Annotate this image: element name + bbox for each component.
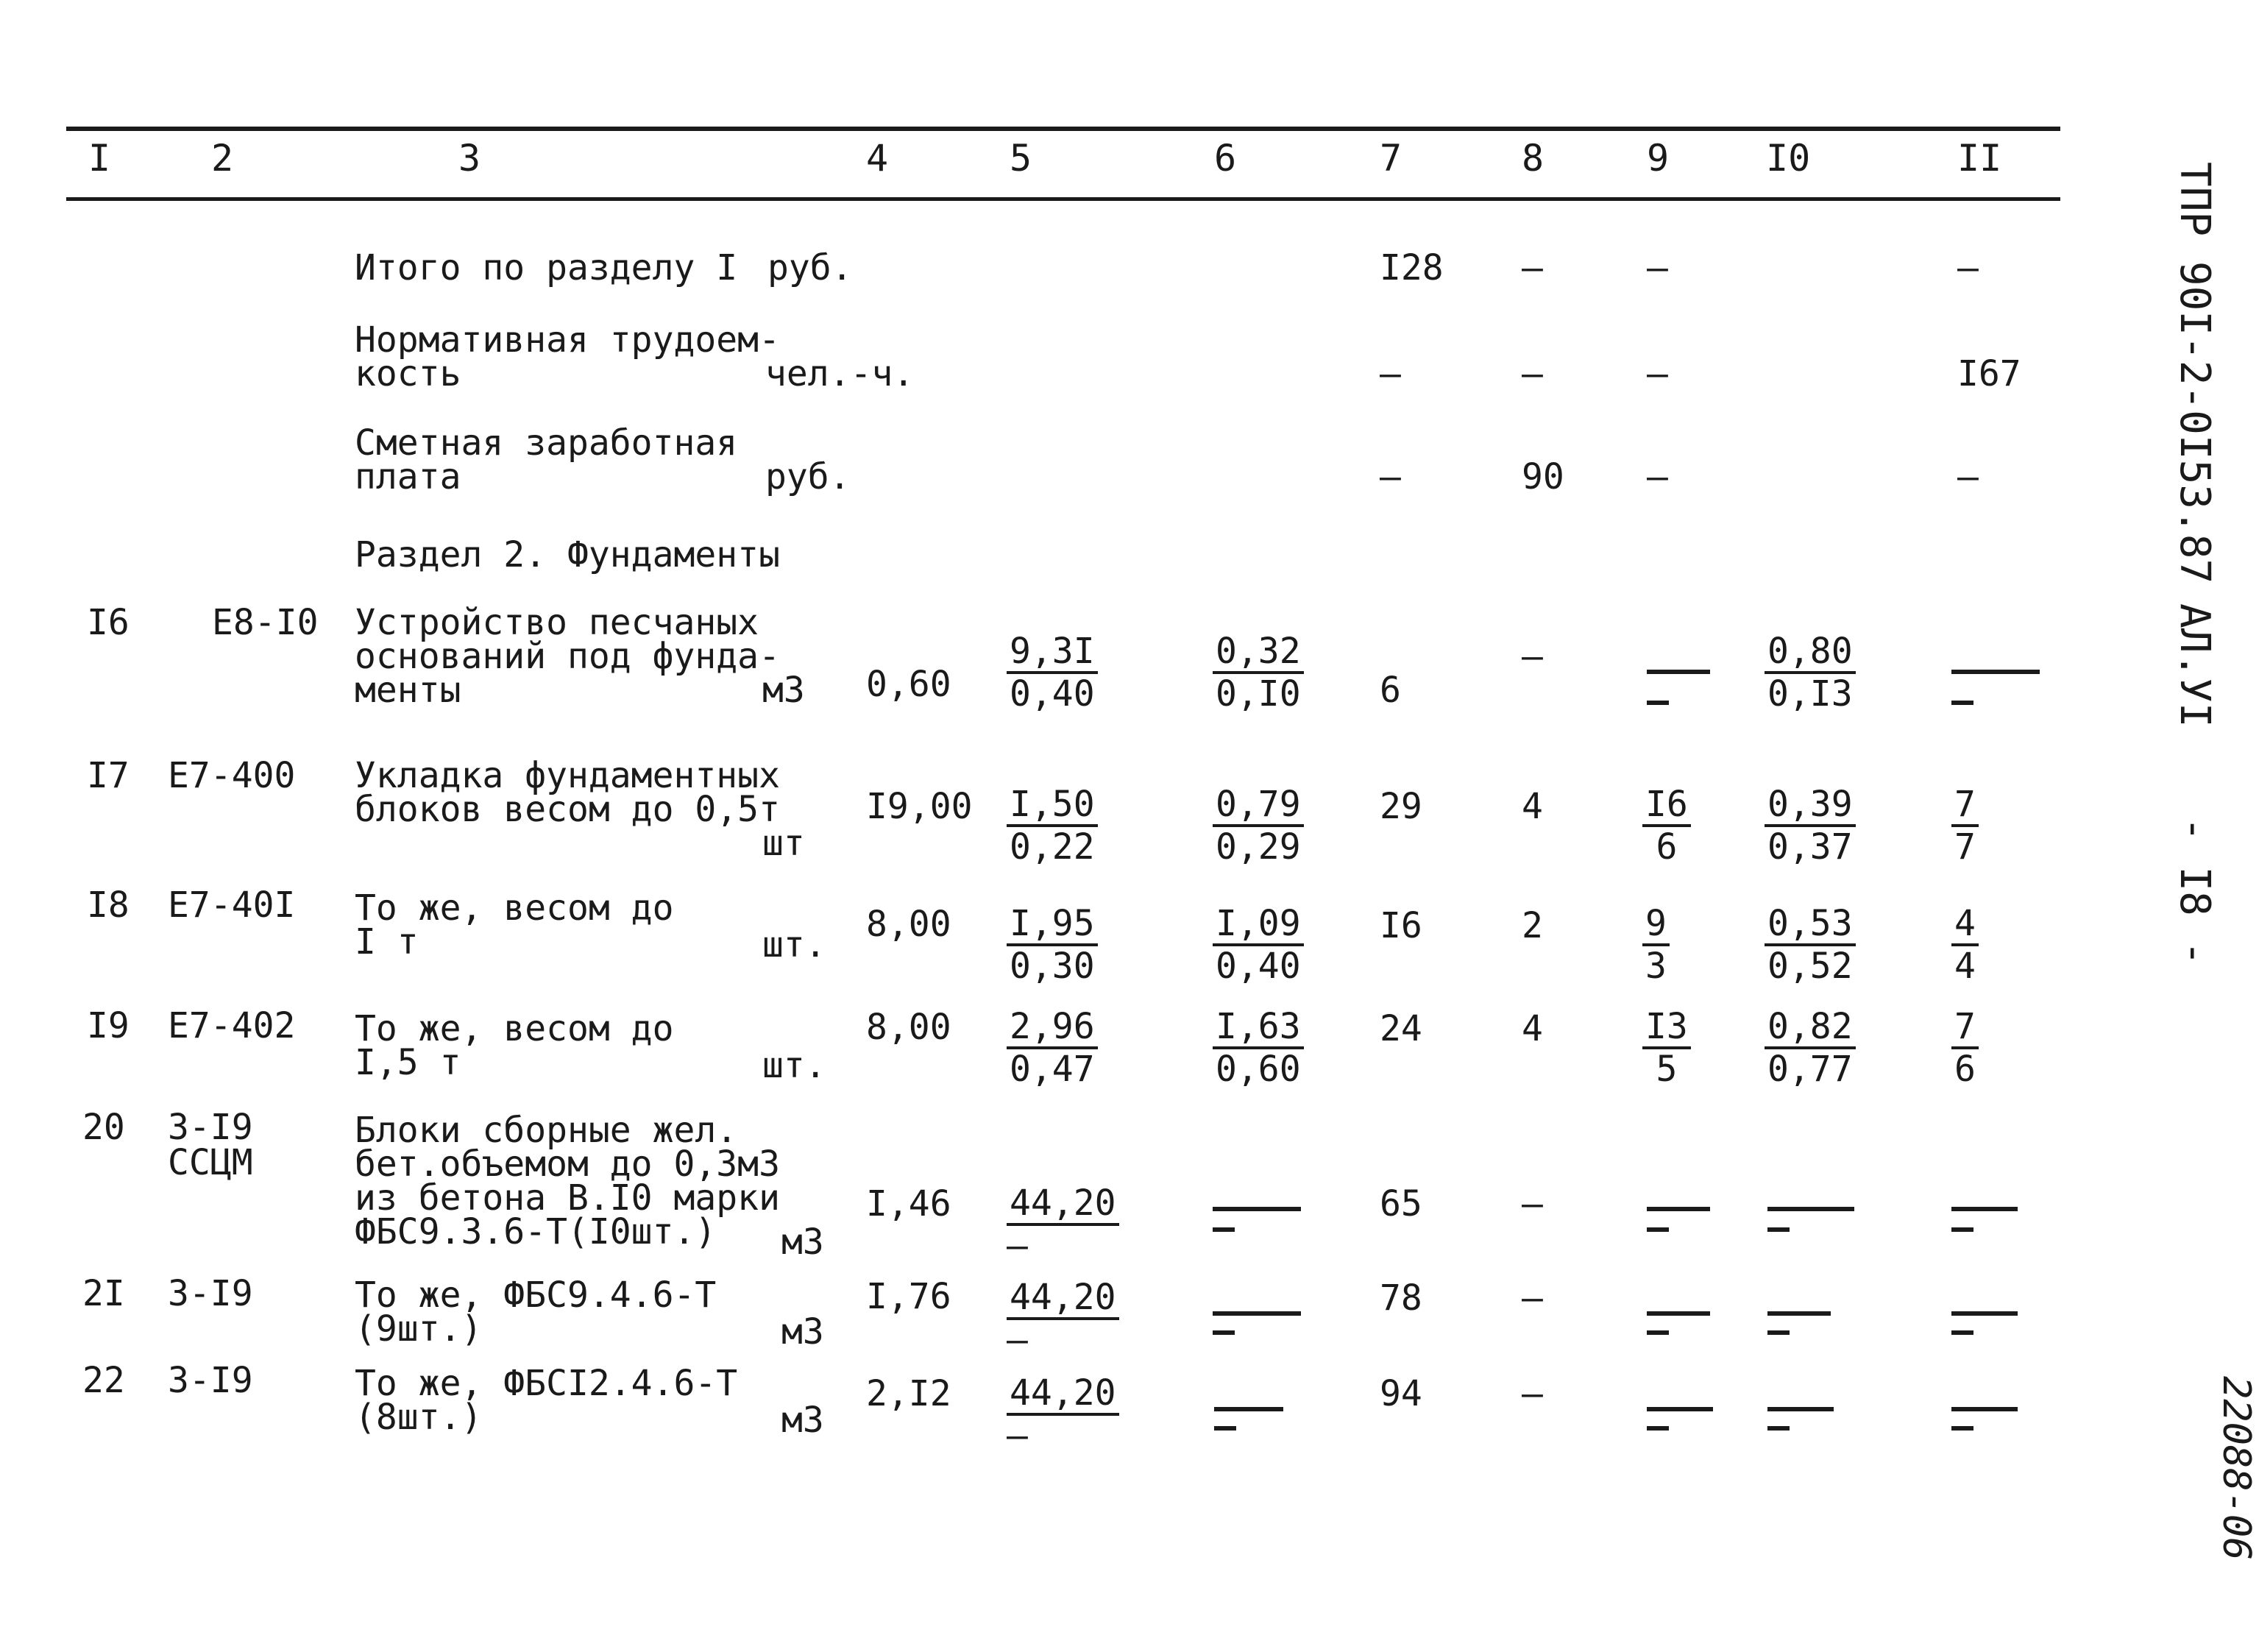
dash-c9-num xyxy=(1647,670,1710,674)
header-bottom-rule xyxy=(66,197,2060,201)
fraction-c10: $\frac{0,80}{0,I3}$ xyxy=(1765,633,1856,712)
sheet-label: АЛ.УI xyxy=(2171,603,2219,728)
row-number: I8 xyxy=(87,885,130,926)
row-qty: I,46 xyxy=(866,1183,951,1224)
summary-label: плата xyxy=(355,456,461,497)
col-header-1: I xyxy=(88,137,111,180)
dash-c11-num xyxy=(1951,1407,2018,1411)
dash-c9-num xyxy=(1647,1207,1710,1211)
fraction-c5: $\frac{I,50}{0,22}$ xyxy=(1007,786,1098,865)
dash-c11-den xyxy=(1951,1227,1973,1232)
dash-c9-den xyxy=(1647,701,1669,705)
fraction-c10: $\frac{0,39}{0,37}$ xyxy=(1765,786,1856,865)
dash-c6-den xyxy=(1214,1426,1236,1431)
fraction-c5: $\frac{9,3I}{0,40}$ xyxy=(1007,633,1098,712)
row-qty: 2,I2 xyxy=(866,1373,951,1414)
row-unit: м3 xyxy=(762,670,805,711)
row-qty: I,76 xyxy=(866,1276,951,1317)
col-header-6: 6 xyxy=(1214,137,1237,180)
row-number: I9 xyxy=(87,1005,130,1046)
row-c8: – xyxy=(1522,1277,1543,1319)
row-c8: 4 xyxy=(1522,1008,1543,1049)
summary-c8: – xyxy=(1522,247,1543,288)
dash-c9-num xyxy=(1647,1311,1710,1316)
doc-code-label: ТПР 90I-2-0І53.87 xyxy=(2171,162,2219,584)
fraction-c9: $\frac{I3}{5}$ xyxy=(1642,1008,1691,1088)
fraction-c5: 44,20 – xyxy=(1007,1279,1119,1358)
row-name-line: То же, весом до xyxy=(355,1008,674,1049)
dash-c10-num xyxy=(1767,1407,1834,1411)
row-name-line: менты xyxy=(355,670,461,711)
dash-c10-den xyxy=(1767,1330,1790,1335)
archive-stamp-number: 22088-06 xyxy=(2214,1376,2258,1561)
dash-c6-den xyxy=(1213,1227,1235,1232)
row-code: ССЦМ xyxy=(168,1142,253,1183)
row-code: E7-40I xyxy=(168,885,296,926)
row-name-line: блоков весом до 0,5т xyxy=(355,789,780,830)
summary-c9: – xyxy=(1647,353,1668,394)
row-code: E7-400 xyxy=(168,755,296,796)
dash-c11-den xyxy=(1951,1330,1973,1335)
row-name-line: Блоки сборные жел. xyxy=(355,1110,738,1151)
row-code: E8-I0 xyxy=(212,602,319,643)
row-code: 3-I9 xyxy=(168,1360,253,1401)
col-header-7: 7 xyxy=(1380,137,1402,180)
row-name-line: То же, ФБС9.4.6-Т xyxy=(355,1275,717,1316)
summary-label: Нормативная трудоем- xyxy=(355,319,780,361)
row-c7: 78 xyxy=(1380,1277,1422,1319)
row-name-line: оснований под фунда- xyxy=(355,636,780,677)
row-number: 2I xyxy=(82,1273,125,1314)
row-name-line: То же, ФБСI2.4.6-Т xyxy=(355,1363,738,1404)
fraction-c10: $\frac{0,82}{0,77}$ xyxy=(1765,1008,1856,1088)
row-code: 3-I9 xyxy=(168,1107,253,1148)
dash-c10-den xyxy=(1767,1426,1790,1431)
dash-c6-num xyxy=(1214,1407,1283,1411)
summary-c7: I28 xyxy=(1380,247,1444,288)
row-c7: 29 xyxy=(1380,786,1422,827)
row-name-line: I т xyxy=(355,921,419,963)
fraction-c11: $\frac{7}{6}$ xyxy=(1951,1008,1979,1088)
row-c7: 94 xyxy=(1380,1373,1422,1414)
dash-c10-den xyxy=(1767,1227,1790,1232)
row-number: 20 xyxy=(82,1107,125,1148)
summary-label: Итого по разделу I xyxy=(355,247,738,288)
summary-c9: – xyxy=(1647,247,1668,288)
dash-c10-num xyxy=(1767,1311,1831,1316)
fraction-c5: $\frac{I,95}{0,30}$ xyxy=(1007,905,1098,985)
top-rule xyxy=(66,127,2060,131)
dash-c6-num xyxy=(1213,1311,1301,1316)
row-number: I7 xyxy=(87,755,130,796)
row-qty: 0,60 xyxy=(866,664,951,705)
summary-c11: – xyxy=(1957,247,1979,288)
col-header-9: 9 xyxy=(1647,137,1670,180)
row-unit: шт. xyxy=(762,1045,826,1086)
row-number: 22 xyxy=(82,1360,125,1401)
row-c8: – xyxy=(1522,1183,1543,1224)
row-c8: – xyxy=(1522,636,1543,677)
summary-c11: – xyxy=(1957,456,1979,497)
row-unit: м3 xyxy=(781,1311,824,1353)
row-unit: шт xyxy=(762,823,805,864)
row-name-line: Устройство песчаных xyxy=(355,602,759,643)
row-qty: 8,00 xyxy=(866,904,951,945)
fraction-c9: $\frac{I6}{6}$ xyxy=(1642,786,1691,865)
summary-unit: руб. xyxy=(767,247,853,288)
row-unit: м3 xyxy=(781,1400,824,1441)
row-name-line: То же, весом до xyxy=(355,887,674,929)
dash-c9-den xyxy=(1647,1426,1669,1431)
col-header-4: 4 xyxy=(866,137,889,180)
summary-c7: – xyxy=(1380,353,1401,394)
fraction-c11: $\frac{4}{4}$ xyxy=(1951,905,1979,985)
fraction-c6: $\frac{0,79}{0,29}$ xyxy=(1213,786,1304,865)
row-c8: 4 xyxy=(1522,786,1543,827)
row-c7: 6 xyxy=(1380,670,1401,711)
fraction-c5: $\frac{2,96}{0,47}$ xyxy=(1007,1008,1098,1088)
fraction-c6: $\frac{I,63}{0,60}$ xyxy=(1213,1008,1304,1088)
row-name-line: (8шт.) xyxy=(355,1397,483,1438)
row-name-line: ФБС9.3.6-Т(I0шт.) xyxy=(355,1211,717,1252)
page-number: - I8 - xyxy=(2171,817,2219,966)
dash-c9-num xyxy=(1647,1407,1713,1411)
summary-c9: – xyxy=(1647,456,1668,497)
dash-c6-den xyxy=(1213,1330,1235,1335)
summary-c7: – xyxy=(1380,456,1401,497)
summary-c11: I67 xyxy=(1957,353,2021,394)
summary-label: Сметная заработная xyxy=(355,422,738,464)
summary-label: кость xyxy=(355,353,461,394)
row-qty: 8,00 xyxy=(866,1007,951,1048)
dash-c11-num xyxy=(1951,1207,2018,1211)
summary-unit: руб. xyxy=(765,456,851,497)
row-name-line: (9шт.) xyxy=(355,1308,483,1350)
row-qty: I9,00 xyxy=(866,786,973,827)
summary-unit: чел.-ч. xyxy=(765,353,915,394)
row-c7: 65 xyxy=(1380,1183,1422,1224)
row-unit: шт. xyxy=(762,924,826,965)
fraction-c6: $\frac{I,09}{0,40}$ xyxy=(1213,905,1304,985)
dash-c11-num xyxy=(1951,1311,2018,1316)
summary-c8: – xyxy=(1522,353,1543,394)
dash-c11-den xyxy=(1951,701,1973,705)
row-c8: – xyxy=(1522,1373,1543,1414)
col-header-3: 3 xyxy=(458,137,481,180)
row-c7: 24 xyxy=(1380,1008,1422,1049)
fraction-c11: $\frac{7}{7}$ xyxy=(1951,786,1979,865)
col-header-10: I0 xyxy=(1766,137,1811,180)
row-name-line: бет.объемом до 0,3м3 xyxy=(355,1144,780,1185)
col-header-2: 2 xyxy=(211,137,234,180)
row-unit: м3 xyxy=(781,1222,824,1263)
col-header-11: II xyxy=(1957,137,2002,180)
dash-c11-num xyxy=(1951,670,2040,674)
row-number: I6 xyxy=(87,602,130,643)
col-header-8: 8 xyxy=(1522,137,1545,180)
dash-c10-num xyxy=(1767,1207,1854,1211)
dash-c9-den xyxy=(1647,1227,1669,1232)
row-name-line: из бетона В.I0 марки xyxy=(355,1177,780,1219)
section-title: Раздел 2. Фундаменты xyxy=(355,534,780,575)
row-name-line: I,5 т xyxy=(355,1042,461,1083)
fraction-c5: 44,20 – xyxy=(1007,1375,1119,1454)
dash-c9-den xyxy=(1647,1330,1669,1335)
row-c8: 2 xyxy=(1522,905,1543,946)
col-header-5: 5 xyxy=(1010,137,1032,180)
fraction-c9: $\frac{9}{3}$ xyxy=(1642,905,1670,985)
summary-c8: 90 xyxy=(1522,456,1564,497)
fraction-c10: $\frac{0,53}{0,52}$ xyxy=(1765,905,1856,985)
row-code: E7-402 xyxy=(168,1005,296,1046)
dash-c11-den xyxy=(1951,1426,1973,1431)
fraction-c6: $\frac{0,32}{0,I0}$ xyxy=(1213,633,1304,712)
dash-c6-num xyxy=(1213,1207,1301,1211)
row-c7: I6 xyxy=(1380,905,1422,946)
row-name-line: Укладка фундаментных xyxy=(355,755,780,796)
fraction-c5: 44,20 – xyxy=(1007,1185,1119,1264)
row-code: 3-I9 xyxy=(168,1273,253,1314)
